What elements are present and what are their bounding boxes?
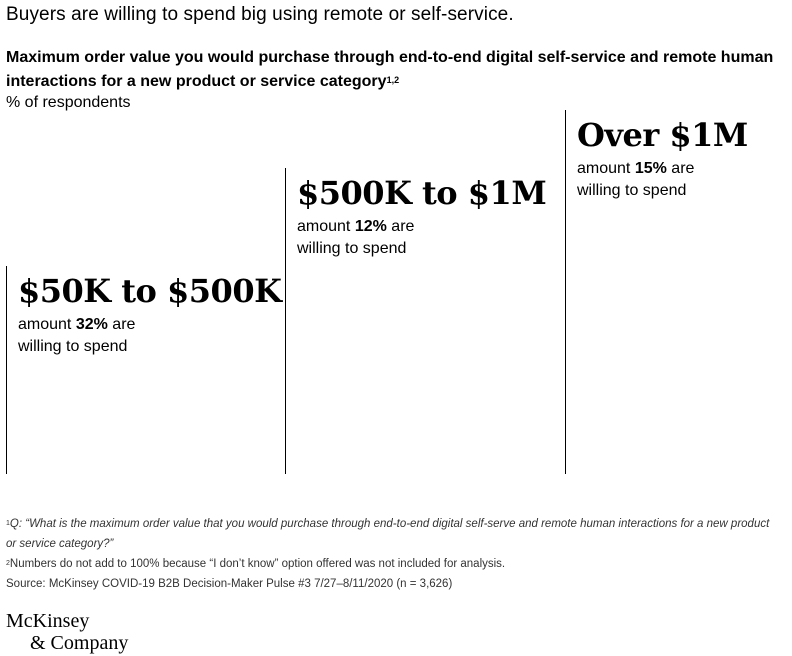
- headline: Buyers are willing to spend big using remote or self-service.: [6, 4, 514, 25]
- desc-line-2: willing to spend: [577, 182, 687, 199]
- footnotes: [6, 514, 776, 594]
- desc-suffix: are: [107, 316, 136, 333]
- desc-prefix: amount: [297, 218, 355, 235]
- chart-subtitle: [6, 46, 792, 94]
- desc-suffix: are: [666, 160, 695, 177]
- desc-suffix: are: [386, 218, 415, 235]
- footnote-1-text: Q: “What is the maximum order value that you would purchase through end-to-end digital self-serve and remote human interactions for a new product or service category?”: [6, 518, 770, 550]
- chart-subtitle-text: Maximum order value you would purchase through end-to-end digital self-service and remote human interactions for a new product or service category: [6, 49, 774, 90]
- footnote-2-mark: 2: [6, 560, 10, 567]
- column-rule: [565, 110, 566, 474]
- footnote-2: [6, 554, 776, 574]
- source-note: Source: McKinsey COVID-19 B2B Decision-Maker Pulse #3 7/27–8/11/2020 (n = 3,626): [6, 578, 453, 590]
- desc-prefix: amount: [577, 160, 635, 177]
- mckinsey-logo: [6, 610, 128, 654]
- logo-line-1: McKinsey: [6, 610, 90, 632]
- footnote-2-text: Numbers do not add to 100% because “I don’t know” option offered was not included for analysis.: [9, 558, 506, 570]
- footnote-1: [6, 514, 776, 554]
- category-label: $50K to $500K: [18, 272, 282, 310]
- desc-line-2: willing to spend: [297, 240, 407, 257]
- column-rule: [285, 168, 286, 474]
- logo-line-2: & Company: [30, 632, 129, 654]
- category-label: Over $1M: [577, 116, 748, 154]
- chart-column: [285, 168, 545, 474]
- data-label: 32%: [75, 316, 108, 333]
- category-label: $500K to $1M: [297, 174, 547, 212]
- value-description: [297, 216, 497, 260]
- desc-line-2: willing to spend: [18, 338, 128, 355]
- data-label: 12%: [354, 218, 387, 235]
- desc-prefix: amount: [18, 316, 76, 333]
- column-rule: [6, 266, 7, 474]
- value-description: [18, 314, 218, 358]
- unit-label: % of respondents: [6, 94, 131, 111]
- subtitle-footnote-marks: 1,2: [386, 75, 400, 85]
- data-label: 15%: [634, 160, 667, 177]
- chart-column: [6, 266, 282, 474]
- value-description: [577, 158, 777, 202]
- footnote-1-mark: 1: [6, 520, 10, 527]
- chart-column: [565, 110, 792, 474]
